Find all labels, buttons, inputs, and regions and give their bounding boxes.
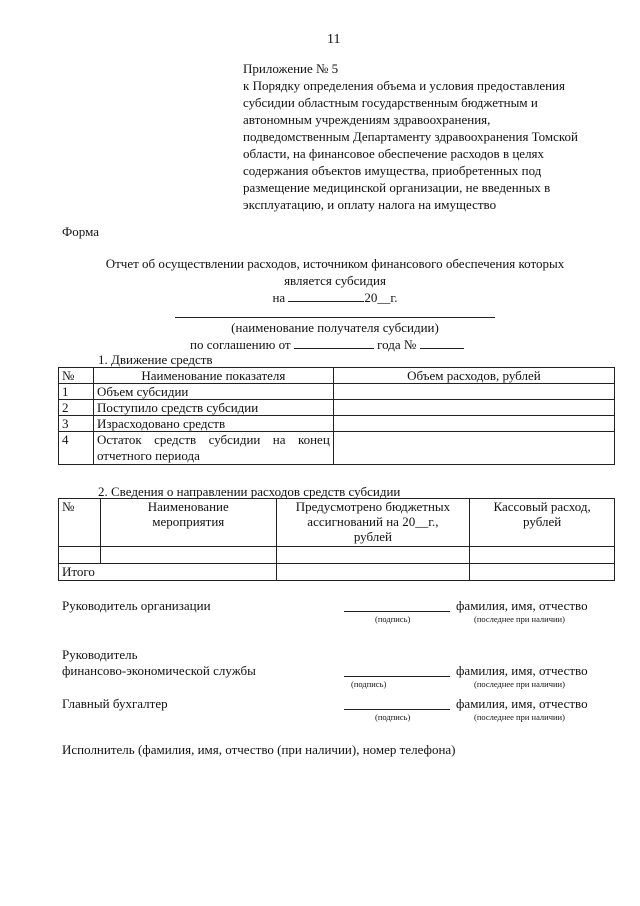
signature-caption: (подпись) xyxy=(351,679,387,689)
appendix-line: эксплуатацию, и оплату налога на имущество xyxy=(243,197,497,212)
header-amount: Объем расходов, рублей xyxy=(333,368,614,384)
recipient-caption: (наименование получателя субсидии) xyxy=(231,320,439,335)
table-header-row xyxy=(59,499,615,547)
row-num: 3 xyxy=(59,416,94,432)
header-num: № xyxy=(59,499,101,547)
header-planned-line: рублей xyxy=(353,529,393,544)
row-value[interactable] xyxy=(333,400,614,416)
date-prefix: на xyxy=(272,290,286,305)
row-num: 1 xyxy=(59,384,94,400)
header-cash-line: Кассовый расход, xyxy=(493,499,591,514)
table-row xyxy=(59,384,615,400)
header-event-line: Наименование xyxy=(147,499,229,514)
executor-line: Исполнитель (фамилия, имя, отчество (при наличии), номер телефона) xyxy=(62,742,456,757)
header-num: № xyxy=(59,368,94,384)
patronymic-caption: (последнее при наличии) xyxy=(474,614,565,624)
agreement-middle: года № xyxy=(377,337,417,352)
patronymic-caption: (последнее при наличии) xyxy=(474,712,565,722)
total-cash[interactable] xyxy=(470,564,615,581)
date-suffix: 20__г. xyxy=(364,290,398,305)
appendix-line: содержания объектов имущества, приобретенных под xyxy=(243,163,542,178)
header-planned-line: Предусмотрено бюджетных xyxy=(295,499,451,514)
head-finance-label-2: финансово-экономической службы xyxy=(62,663,256,678)
header-indicator: Наименование показателя xyxy=(93,368,333,384)
form-label: Форма xyxy=(62,224,99,239)
report-title-line1: Отчет об осуществлении расходов, источником финансового обеспечения которых xyxy=(105,256,565,271)
appendix-block xyxy=(243,60,613,213)
header-event-line: мероприятия xyxy=(152,514,225,529)
signature-line[interactable] xyxy=(344,709,450,710)
table-row xyxy=(59,432,615,465)
row-name: Остаток средств субсидии на конец xyxy=(96,432,330,447)
head-org-label: Руководитель организации xyxy=(62,598,211,613)
row-num: 4 xyxy=(59,432,94,465)
row-name: Поступило средств субсидии xyxy=(93,400,333,416)
header-planned-line: ассигнований на 20__г., xyxy=(307,514,439,529)
fio-label: фамилия, имя, отчество xyxy=(456,598,588,613)
appendix-line: размещение медицинской организации, не введенных в xyxy=(243,180,551,195)
empty-cell[interactable] xyxy=(470,547,615,564)
total-row xyxy=(59,564,615,581)
appendix-line: подведомственным Департаменту здравоохранения Томской xyxy=(243,129,579,144)
header-planned xyxy=(276,499,470,547)
header-cash xyxy=(470,499,615,547)
signature-caption: (подпись) xyxy=(375,614,411,624)
signature-line[interactable] xyxy=(344,611,450,612)
total-planned[interactable] xyxy=(276,564,470,581)
table-header-row xyxy=(59,368,615,384)
head-finance-label-1: Руководитель xyxy=(62,647,138,662)
section2-title: 2. Сведения о направлении расходов средств субсидии xyxy=(98,484,401,499)
appendix-line: области, на финансовое обеспечение расходов в целях xyxy=(243,146,545,161)
signature-line[interactable] xyxy=(344,676,450,677)
appendix-line: к Порядку определения объема и условия предоставления xyxy=(243,78,565,93)
report-title-line2: является субсидия xyxy=(284,273,386,288)
row-value[interactable] xyxy=(333,416,614,432)
row-value[interactable] xyxy=(333,432,614,465)
row-name: Израсходовано средств xyxy=(93,416,333,432)
chief-accountant-label: Главный бухгалтер xyxy=(62,696,168,711)
row-name: Объем субсидии xyxy=(93,384,333,400)
table-row xyxy=(59,400,615,416)
fio-label: фамилия, имя, отчество xyxy=(456,663,588,678)
movement-table xyxy=(58,367,615,465)
header-event xyxy=(100,499,276,547)
date-blank[interactable] xyxy=(288,290,364,302)
patronymic-caption: (последнее при наличии) xyxy=(474,679,565,689)
table-row xyxy=(59,547,615,564)
table-row xyxy=(59,416,615,432)
empty-cell[interactable] xyxy=(100,547,276,564)
agreement-line xyxy=(190,337,464,353)
row-name-multiline xyxy=(93,432,333,465)
fio-label: фамилия, имя, отчество xyxy=(456,696,588,711)
row-num: 2 xyxy=(59,400,94,416)
row-name-cont: отчетного периода xyxy=(96,448,200,463)
header-cash-line: рублей xyxy=(523,514,562,529)
agreement-number-blank[interactable] xyxy=(420,337,464,349)
report-date-line xyxy=(60,290,610,306)
signature-caption: (подпись) xyxy=(375,712,411,722)
agreement-prefix: по соглашению от xyxy=(190,337,291,352)
section1-title: 1. Движение средств xyxy=(98,352,213,367)
appendix-title: Приложение № 5 xyxy=(243,61,339,76)
empty-cell[interactable] xyxy=(59,547,101,564)
recipient-line[interactable] xyxy=(175,317,495,318)
total-label: Итого xyxy=(59,564,277,581)
row-value[interactable] xyxy=(333,384,614,400)
appendix-line: субсидии областным государственным бюджетным и xyxy=(243,95,538,110)
page-number: 11 xyxy=(327,32,341,47)
expenses-table xyxy=(58,498,615,581)
empty-cell[interactable] xyxy=(276,547,470,564)
appendix-line: автономным учреждениям здравоохранения, xyxy=(243,112,491,127)
agreement-date-blank[interactable] xyxy=(294,337,374,349)
